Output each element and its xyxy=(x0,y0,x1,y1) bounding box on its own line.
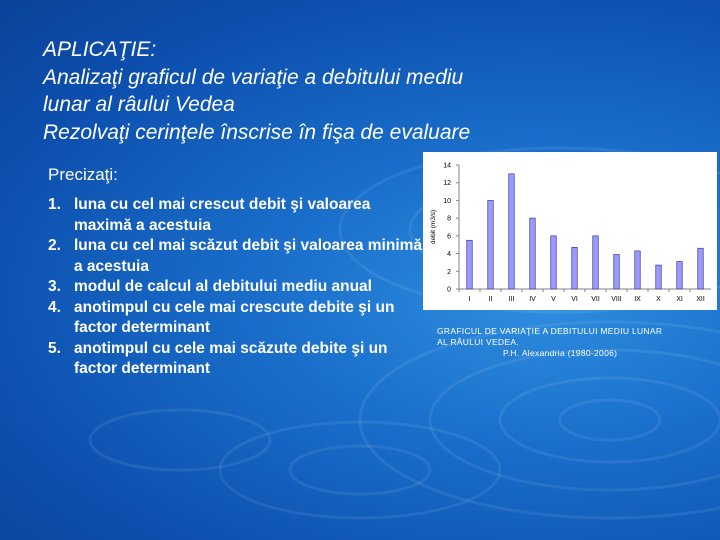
chart-svg xyxy=(423,152,717,310)
x-tick-label: II xyxy=(488,296,493,303)
y-axis-label: debit (m3/s) xyxy=(430,209,437,245)
tasks-list xyxy=(48,195,428,380)
title-line-2: Analizaţi graficul de variaţie a debitului mediu xyxy=(43,65,464,89)
task-number: 4. xyxy=(48,298,61,316)
x-tick-label: VI xyxy=(571,296,578,303)
y-tick-label: 8 xyxy=(447,215,451,223)
task-number: 3. xyxy=(48,278,61,295)
x-tick-label: VII xyxy=(591,296,600,303)
y-tick-label: 0 xyxy=(447,286,451,294)
task-number: 1. xyxy=(48,196,61,213)
title-line-1: APLICAŢIE: xyxy=(43,38,157,61)
x-tick-label: I xyxy=(468,296,471,303)
task-item xyxy=(48,298,428,339)
task-item xyxy=(48,236,428,277)
task-text: luna cu cel mai scăzut debit şi valoarea minimă a acestuia xyxy=(74,237,423,275)
x-tick-label: VIII xyxy=(611,296,622,303)
y-tick-label: 4 xyxy=(447,251,451,259)
tasks-section xyxy=(48,165,428,380)
chart-caption xyxy=(437,326,717,359)
task-text: luna cu cel mai crescut debit şi valoarea maximă a acestuia xyxy=(74,196,371,234)
x-tick-label: XII xyxy=(696,296,705,303)
y-tick-label: 10 xyxy=(443,197,451,205)
bar-VII xyxy=(593,236,599,289)
bar-III xyxy=(509,174,515,289)
bar-XII xyxy=(698,248,704,289)
caption-line-2: AL RÂULUI VEDEA. xyxy=(437,337,519,347)
bar-I xyxy=(467,240,473,289)
task-item xyxy=(48,195,428,236)
slide-title xyxy=(43,36,683,146)
bar-II xyxy=(488,200,494,289)
bar-X xyxy=(656,265,662,289)
task-text: anotimpul cu cele mai scăzute debite şi un factor determinant xyxy=(74,339,388,377)
title-line-4: Rezolvaţi cerinţele înscrise în fişa de evaluare xyxy=(43,120,471,144)
y-tick-label: 2 xyxy=(447,268,451,276)
task-number: 2. xyxy=(48,237,61,254)
x-tick-label: IX xyxy=(634,296,641,303)
task-number: 5. xyxy=(48,339,61,357)
caption-line-3: P.H. Alexandria (1980-2006) xyxy=(503,348,618,358)
x-tick-label: V xyxy=(551,296,556,303)
bar-IX xyxy=(635,251,641,289)
bar-VI xyxy=(572,247,578,289)
y-tick-label: 12 xyxy=(443,180,451,188)
task-text: modul de calcul al debitului mediu anual xyxy=(74,278,372,295)
x-tick-label: IV xyxy=(529,296,536,303)
caption-line-1: GRAFICUL DE VARIAŢIE A DEBITULUI MEDIU LUNAR xyxy=(437,326,663,336)
y-tick-label: 14 xyxy=(443,162,451,170)
bar-V xyxy=(551,236,557,289)
bar-VIII xyxy=(614,254,620,289)
x-tick-label: X xyxy=(656,296,661,303)
discharge-chart xyxy=(423,152,717,310)
y-tick-label: 6 xyxy=(447,233,451,241)
x-tick-label: III xyxy=(508,296,515,303)
task-item xyxy=(48,339,428,380)
bar-IV xyxy=(530,218,536,289)
task-item xyxy=(48,277,428,298)
title-line-3: lunar al râului Vedea xyxy=(43,93,235,116)
x-tick-label: XI xyxy=(676,296,683,303)
bar-XI xyxy=(677,262,683,289)
task-text: anotimpul cu cele mai crescute debite şi un factor determinant xyxy=(74,298,395,336)
tasks-heading: Precizaţi: xyxy=(48,165,118,184)
